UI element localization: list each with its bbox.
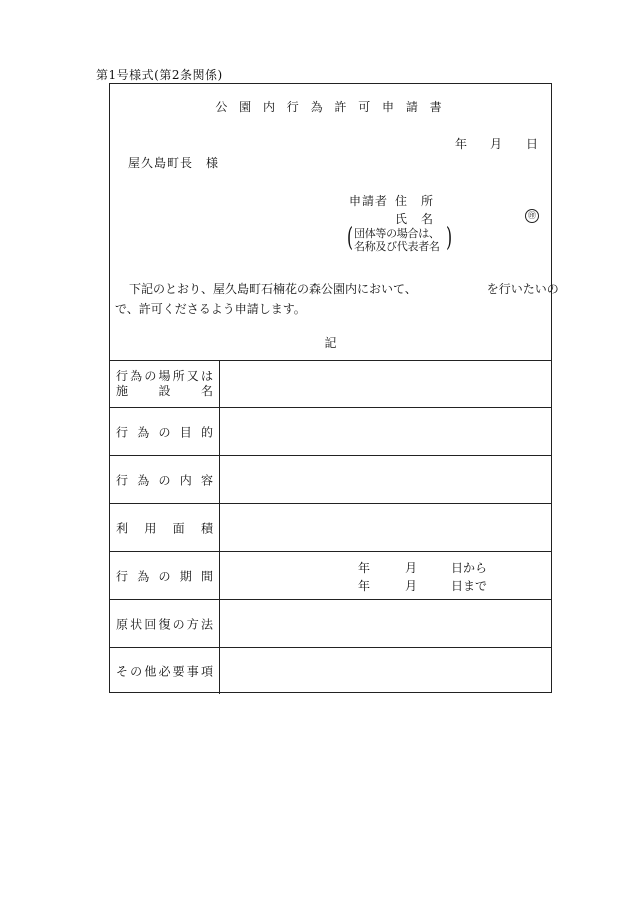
label-char: そ (116, 664, 129, 679)
group-note: ( 団体等の場合は、 名称及び代表者名 ) (347, 223, 453, 253)
label-char: 為 (130, 368, 143, 383)
table-row (110, 552, 551, 600)
label-char: 積 (200, 521, 213, 535)
label-char: 所 (172, 368, 185, 383)
name-label: 氏 名 (395, 212, 435, 226)
row-label (110, 360, 220, 407)
statement-line-1: 下記のとおり、屋久島町石楠花の森公園内において、 (129, 282, 417, 296)
label-char: 間 (200, 569, 213, 583)
label-char: の (158, 473, 171, 487)
row-label (110, 504, 220, 551)
label-char: 原 (116, 617, 129, 631)
label-char: 場 (158, 368, 171, 383)
table-row (110, 600, 551, 648)
applicant-label: 申請者 (349, 194, 389, 208)
period-month: 月 (405, 579, 418, 593)
label-char: 名 (200, 383, 213, 398)
label-char: 設 (158, 383, 171, 398)
label-char: 行 (116, 425, 129, 439)
period-year: 年 (358, 561, 371, 575)
table-row (110, 456, 551, 504)
label-char: 又 (186, 368, 199, 383)
statement-line-2: で、許可くださるよう申請します。 (115, 302, 306, 316)
period-month: 月 (405, 561, 418, 575)
row-value-field[interactable] (220, 600, 551, 647)
application-form (109, 83, 559, 693)
table-row (110, 648, 551, 694)
label-char: 為 (137, 569, 150, 583)
row-value-field[interactable] (220, 648, 551, 694)
date-day: 日 (526, 137, 539, 151)
label-char: 期 (179, 569, 192, 583)
label-char: 為 (137, 473, 150, 487)
request-statement (115, 279, 559, 319)
row-value-field[interactable] (220, 552, 551, 599)
form-header-section (110, 84, 559, 361)
row-value-field[interactable] (220, 360, 551, 407)
label-char: 目 (179, 425, 192, 439)
label-char: 復 (158, 617, 171, 631)
label-char: 必 (158, 664, 171, 679)
label-char: 為 (137, 425, 150, 439)
form-number: 第1号様式(第2条関係) (96, 68, 223, 82)
label-char: の (158, 569, 171, 583)
label-char: 用 (144, 521, 157, 535)
label-char: 回 (144, 617, 157, 631)
label-char: は (200, 368, 213, 383)
label-char: 他 (144, 664, 157, 679)
seal-mark: ㊞ (525, 209, 539, 223)
group-note-line-2: 名称及び代表者名 (354, 240, 440, 253)
table-row (110, 360, 551, 408)
label-char: 面 (172, 521, 185, 535)
label-char: 法 (200, 617, 213, 631)
label-char: 行 (116, 473, 129, 487)
label-char: 項 (200, 664, 213, 679)
row-value-field[interactable] (220, 504, 551, 551)
row-label (110, 552, 220, 599)
address-label: 住 所 (395, 194, 435, 208)
row-label (110, 408, 220, 455)
label-char: の (144, 368, 157, 383)
group-note-line-1: 団体等の場合は、 (354, 227, 440, 240)
label-char: の (158, 425, 171, 439)
form-title: 公 園 内 行 為 許 可 申 請 書 (215, 100, 446, 114)
form-table (110, 360, 551, 694)
row-label (110, 600, 220, 647)
period-year: 年 (358, 579, 371, 593)
label-char: 内 (179, 473, 192, 487)
label-char: の (130, 664, 143, 679)
addressee: 屋久島町長 様 (128, 156, 220, 170)
label-char: 行 (116, 569, 129, 583)
statement-line-1-end: を行いたいの (486, 282, 559, 296)
label-char: 行 (116, 368, 129, 383)
label-char: 施 (116, 383, 129, 398)
label-char: 状 (130, 617, 143, 631)
ki-heading: 記 (324, 336, 337, 350)
row-value-field[interactable] (220, 456, 551, 503)
label-char: 要 (172, 664, 185, 679)
period-day: 日から (451, 561, 488, 575)
label-char: 利 (116, 521, 129, 535)
label-char: の (172, 617, 185, 631)
row-value-field[interactable] (220, 408, 551, 455)
date-year: 年 (455, 137, 468, 151)
date-month: 月 (490, 137, 503, 151)
period-day: 日まで (451, 579, 488, 593)
label-char: 的 (200, 425, 213, 439)
row-label (110, 648, 220, 694)
label-char: 事 (186, 664, 199, 679)
table-row (110, 504, 551, 552)
label-char: 容 (200, 473, 213, 487)
row-label (110, 456, 220, 503)
table-row (110, 408, 551, 456)
label-char: 方 (186, 617, 199, 631)
